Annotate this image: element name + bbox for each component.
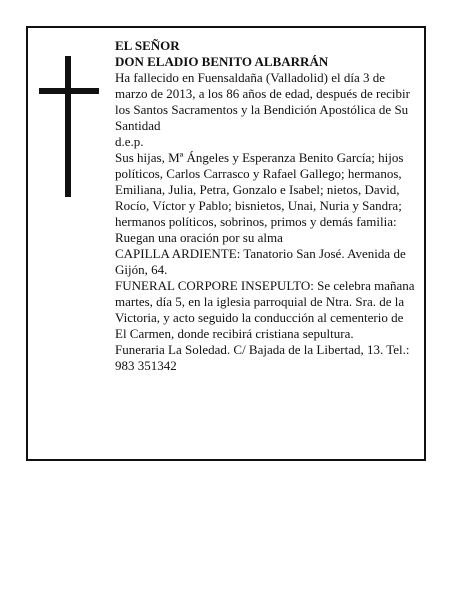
family-list: Sus hijas, Mª Ángeles y Esperanza Benito García; hijos políticos, Carlos Carrasco y Rafael Gallego; hermanos, Emiliana, Julia, Petra, Gonzalo e Isabel; nietos, David, Rocío, Víctor y Pablo; bisnietos, Unai, Nuria y Sandra; hermanos políticos, sobrinos, primos y demás familia: — [115, 150, 404, 229]
chapel-info: CAPILLA ARDIENTE: Tanatorio San José. Avenida de Gijón, 64. — [115, 246, 406, 277]
cross-icon — [39, 56, 99, 197]
funeral-home-info: Funeraria La Soledad. C/ Bajada de la Libertad, 13. Tel.: 983 351342 — [115, 342, 410, 373]
death-announcement: Ha fallecido en Fuensaldaña (Valladolid) el día 3 de marzo de 2013, a los 86 años de edad, después de recibir los Santos Sacramentos y la Bendición Apostólica de Su Santidad — [115, 70, 410, 133]
obituary-notice — [26, 26, 426, 461]
prayer-request: Ruegan una oración por su alma — [115, 230, 283, 245]
funeral-info: FUNERAL CORPORE INSEPULTO: Se celebra mañana martes, día 5, en la iglesia parroquial de Ntra. Sra. de la Victoria, y acto seguido la conducción al cementerio de El Carmen, donde recibirá cristiana sepultura. — [115, 278, 415, 341]
notice-heading: EL SEÑOR — [115, 38, 180, 53]
deceased-name: DON ELADIO BENITO ALBARRÁN — [115, 54, 329, 69]
notice-text — [115, 38, 415, 374]
rip-line: d.e.p. — [115, 134, 144, 149]
